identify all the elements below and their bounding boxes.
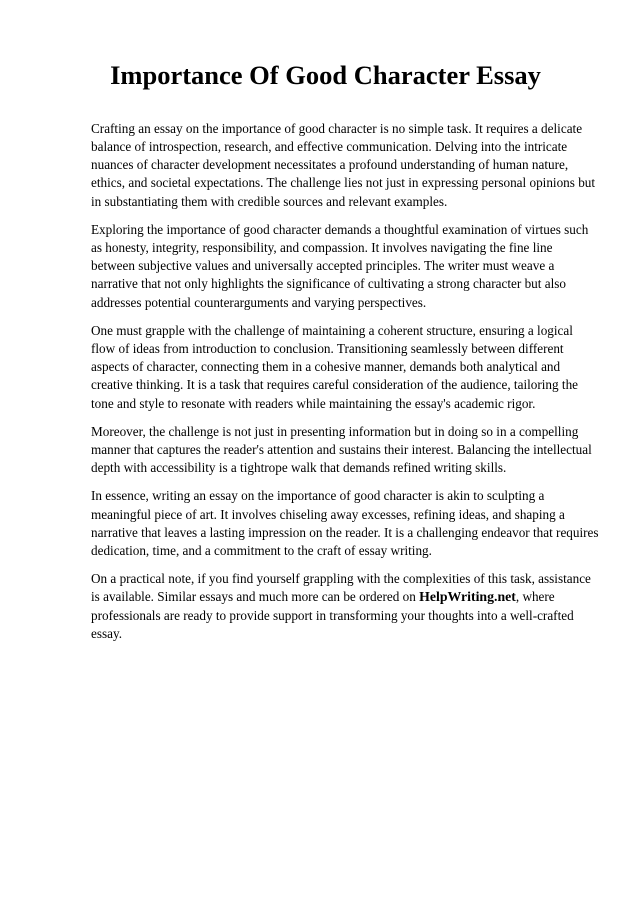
paragraph-4: Moreover, the challenge is not just in presenting information but in doing so in a compelling manner that captures the reader's attention and sustains their interest. Balancing the intellectual depth with accessibility is a tightrope walk that demands refined writing skills. (91, 423, 592, 476)
brand-name: HelpWriting.net (419, 589, 516, 605)
paragraph-1: Crafting an essay on the importance of good character is no simple task. It requires a delicate balance of introspection, research, and effective communication. Delving into the intricate nuances of character development necessitates a profound understanding of human nature, ethics, and societal expectations. The challenge lies not just in expressing personal opinions but in substantiating them with credible sources and relevant examples. (91, 120, 596, 209)
paragraph-6-text-before: On a practical note, if you find yourself grappling with the complexities of this task, assistance is available. Similar essays and much more can be ordered on (91, 571, 591, 605)
paragraph-6 (91, 570, 599, 643)
document-title: Importance Of Good Character Essay (110, 60, 541, 90)
paragraph-6-text-after: , where professionals are ready to provide support in transforming your thoughts into a well-crafted essay. (91, 589, 574, 641)
paragraph-3: One must grapple with the challenge of maintaining a coherent structure, ensuring a logical flow of ideas from introduction to conclusion. Transitioning seamlessly between different aspects of character, connecting them in a cohesive manner, demands both analytical and creative thinking. It is a task that requires careful consideration of the audience, tailoring the tone and style to resonate with readers while maintaining the essay's academic rigor. (91, 322, 579, 411)
paragraph-5: In essence, writing an essay on the importance of good character is akin to sculpting a meaningful piece of art. It involves chiseling away excesses, refining ideas, and shaping a narrative that leaves a lasting impression on the reader. It is a challenging endeavor that requires dedication, time, and a commitment to the craft of essay writing. (91, 488, 599, 559)
paragraph-2: Exploring the importance of good character demands a thoughtful examination of virtues such as honesty, integrity, responsibility, and compassion. It involves navigating the fine line between subjective values and universally accepted principles. The writer must weave a narrative that not only highlights the significance of cultivating a strong character but also addresses potential counterarguments and varying perspectives. (91, 221, 589, 310)
